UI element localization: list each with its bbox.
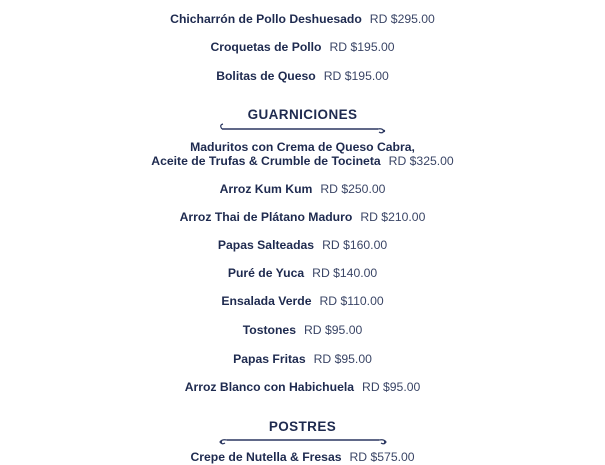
menu-item-name: Arroz Blanco con Habichuela (184, 380, 355, 394)
menu-item-price: RD $160.00 (322, 238, 388, 252)
menu-item-name: Papas Salteadas (217, 238, 315, 252)
menu-item-price: RD $295.00 (369, 12, 435, 26)
menu-item-price: RD $210.00 (360, 210, 426, 224)
menu-item-price: RD $95.00 (313, 352, 372, 366)
ornament-divider (0, 123, 605, 135)
menu-item (0, 380, 605, 395)
menu-item (0, 266, 605, 281)
menu-item-featured-line1 (0, 140, 605, 155)
menu-item-name: Crepe de Nutella & Fresas (190, 450, 342, 464)
section-heading-guarniciones: GUARNICIONES (247, 107, 358, 122)
menu-item (0, 12, 605, 27)
menu-item (0, 238, 605, 253)
menu-item-price: RD $250.00 (320, 182, 386, 196)
menu-item-name: Ensalada Verde (221, 294, 312, 308)
menu-item (0, 69, 605, 84)
menu-item-price: RD $325.00 (388, 154, 454, 168)
menu-item-price: RD $575.00 (349, 450, 415, 464)
section-heading-postres: POSTRES (268, 419, 337, 434)
menu-item-featured-line2 (0, 154, 605, 169)
menu-item-name: Bolitas de Queso (216, 69, 316, 83)
menu-item-name: Arroz Thai de Plátano Maduro (179, 210, 353, 224)
menu-item-name: Maduritos con Crema de Queso Cabra, (190, 140, 415, 154)
menu-item-price: RD $110.00 (319, 294, 384, 308)
menu-item-name: Chicharrón de Pollo Deshuesado (170, 12, 362, 26)
menu-item (0, 352, 605, 367)
menu-item-price: RD $95.00 (362, 380, 421, 394)
menu-item (0, 210, 605, 225)
menu-item-price: RD $95.00 (304, 323, 363, 337)
menu-item (0, 40, 605, 55)
menu-item-name: Croquetas de Pollo (210, 40, 322, 54)
ornament-divider (0, 434, 605, 446)
menu-item (0, 323, 605, 338)
menu-item-name: Papas Fritas (233, 352, 306, 366)
menu-item-price: RD $140.00 (312, 266, 378, 280)
menu-item-name: Puré de Yuca (227, 266, 305, 280)
menu-item-name: Tostones (242, 323, 296, 337)
menu-item (0, 182, 605, 197)
menu-item (0, 450, 605, 465)
menu-item (0, 294, 605, 309)
menu-item-name: Arroz Kum Kum (219, 182, 313, 196)
menu-item-price: RD $195.00 (329, 40, 395, 54)
menu-item-name: Aceite de Trufas & Crumble de Tocineta (151, 154, 381, 168)
menu-item-price: RD $195.00 (323, 69, 389, 83)
